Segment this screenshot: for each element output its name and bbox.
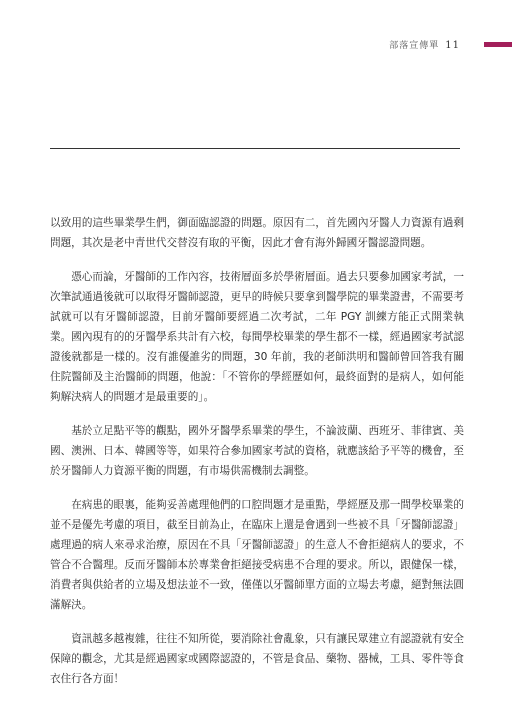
paragraph: 資訊越多越複雜，往往不知所從，要消除社會亂象，只有讓民眾建立有認證就有安全保障的觀念，尤其是經過國家或國際認證的，不管是食品、藥物、器械，工具、零件等食衣住行各方面！ [50,633,464,685]
book-title: 部落宣傳單 [389,41,440,51]
horizontal-rule [50,148,460,149]
page-number: 11 [445,40,460,51]
paragraph: 基於立足點平等的觀點，國外牙醫學系畢業的學生，不論波蘭、西班牙、菲律賓、美國、澳洲、日本、韓國等等，如果符合參加國家考試的資格，就應該給予平等的機會，至於牙醫師人力資源平衡的問題，有市場供需機制去調整。 [50,425,464,477]
paragraph: 在病患的眼裏，能夠妥善處理他們的口腔問題才是重點，學經歷及那一間學校畢業的並不是優先考慮的項目，截至目前為止，在臨床上還是會遇到一些被不具「牙醫師認證」處理過的病人來尋求治療，原因在不具「牙醫師認證」的生意人不會拒絕病人的要求，不管合不合醫理。反而牙醫師本於專業會拒絕接受病患不合理的要求。所以，跟健保一樣，消費者與供給者的立場及想法並不一致，僅僅以牙醫師單方面的立場去考慮，絕對無法圓滿解決。 [50,499,464,611]
paragraph: 憑心而論，牙醫師的工作內容，技術層面多於學術層面。過去只要參加國家考試，一次筆試通過後就可以取得牙醫師認證，更早的時候只要拿到醫學院的畢業證書，不需要考試就可以有牙醫師認證，目前牙醫師要經過二次考試，二年 PGY 訓練方能正式開業執業。國內現有的的牙醫學系共計有六校，每間學校畢業的學生都不一樣，經過國家考試認證後就都是一樣的。沒有誰優誰劣的問題，30 年前，我的老師洪明和醫師曾回答我有關住院醫師及主治醫師的問題，他說：「不管你的學經歷如何，最終面對的是病人，如何能夠解決病人的問題才是最重要的」。 [50,271,464,403]
running-header [389,38,460,51]
accent-bar [484,42,512,47]
body-text [50,213,464,703]
paragraph: 以致用的這些畢業學生們，御面臨認證的問題。原因有二，首先國內牙醫人力資源有過剩問題，其次是老中青世代交替沒有取的平衡，因此才會有海外歸國牙醫認證問題。 [50,217,464,249]
